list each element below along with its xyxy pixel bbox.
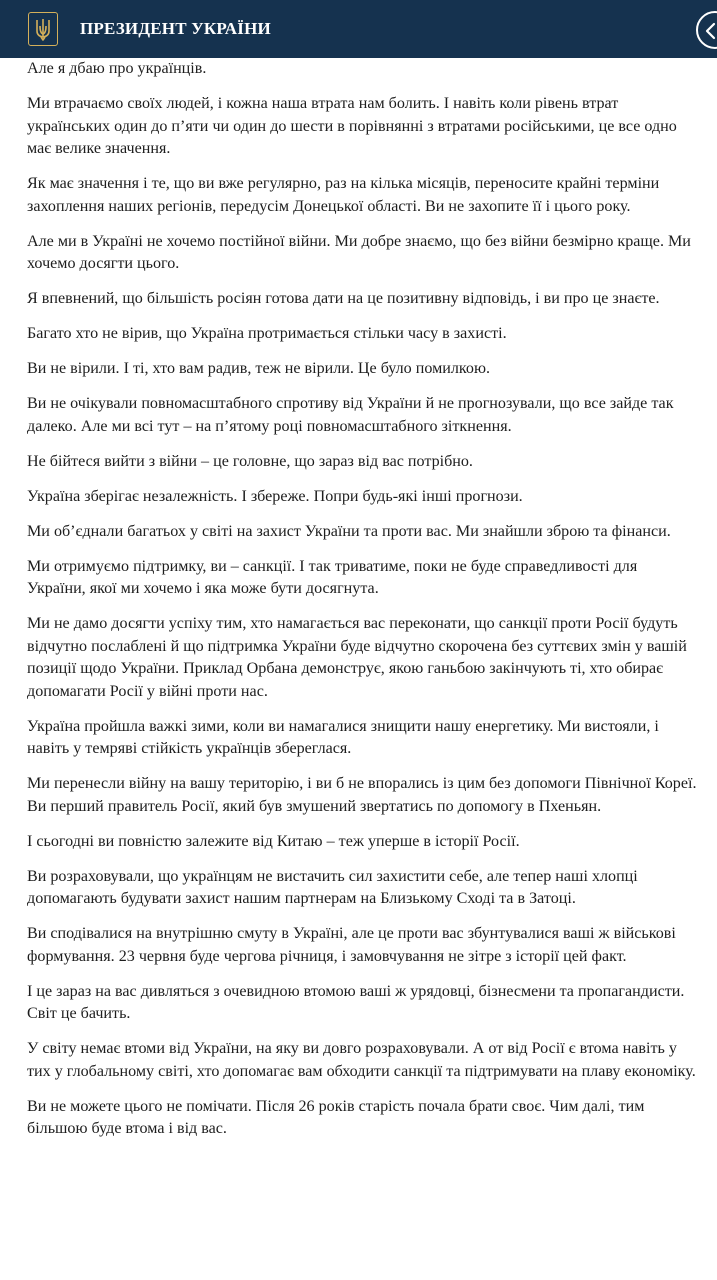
article-paragraph: Як має значення і те, що ви вже регулярно, раз на кілька місяців, переносите крайні терміни захоплення наших регіонів, передусім Донецької області. Ви не захопите її і цього року. — [27, 175, 660, 215]
site-header — [0, 0, 717, 58]
article-paragraph: Ви розраховували, що українцям не вистачить сил захистити себе, але тепер наші хлопці допомагають будувати захист нашим партнерам на Близькому Сході та в Затоці. — [27, 867, 638, 907]
article-paragraph: Україна зберігає незалежність. І збереже. Попри будь-які інші прогнози. — [27, 487, 523, 505]
article-paragraph: Я впевнений, що більшість росіян готова дати на це позитивну відповідь, і ви про це знаєте. — [27, 290, 660, 307]
article-body — [27, 58, 697, 1153]
article-paragraph: Ми перенесли війну на вашу територію, і ви б не впорались із цим без допомоги Північної Кореї. Ви перший правитель Росії, який був змушений звертатись по допомогу в Пхеньян. — [27, 775, 697, 815]
circle-chevron-icon[interactable] — [696, 11, 717, 49]
article-paragraph: Ви сподівалися на внутрішню смуту в Україні, але це проти вас збунтувалися ваші ж військові формування. 23 червня буде чергова річниця, і замовчування не зітре з історії цей факт. — [27, 925, 676, 965]
article-paragraph: Ви не вірили. І ті, хто вам радив, теж не вірили. Це було помилкою. — [27, 360, 491, 377]
article-paragraph: Україна пройшла важкі зими, коли ви намагалися знищити нашу енергетику. Ми вистояли, і навіть у темряві стійкість українців збереглася. — [27, 717, 659, 757]
article-paragraph: І це зараз на вас дивляться з очевидною втомою ваші ж урядовці, бізнесмени та пропагандисти. Світ це бачить. — [27, 982, 685, 1022]
article-paragraph: Ми об’єднали багатьох у світі на захист України та проти вас. Ми знайшли зброю та фінанси. — [27, 522, 671, 540]
article-paragraph: Ми отримуємо підтримку, ви – санкції. І так триватиме, поки не буде справедливості для України, якої ми хочемо і яка може бути досягнута. — [27, 557, 638, 597]
article-paragraph: У світу немає втоми від України, на яку ви довго розраховували. А от від Росії є втома навіть у тих у глобальному світі, хто допомагає вам обходити санкції та підтримувати на плаву економіку. — [27, 1040, 696, 1080]
article-paragraph: Багато хто не вірив, що Україна протримається стільки часу в захисті. — [27, 325, 507, 342]
article-paragraph: Але ми в Україні не хочемо постійної війни. Ми добре знаємо, що без війни безмірно краще. Ми хочемо досягти цього. — [27, 232, 691, 272]
article-paragraph: Але я дбаю про українців. — [27, 60, 207, 77]
trident-emblem-icon[interactable] — [28, 12, 58, 46]
article-paragraph: Ми втрачаємо своїх людей, і кожна наша втрата нам болить. І навіть коли рівень втрат українських один до п’яти чи один до шести в порівнянні з втратами російськими, це все одно має велике значення. — [27, 95, 677, 157]
article-paragraph: І сьогодні ви повністю залежите від Китаю – теж уперше в історії Росії. — [27, 832, 520, 850]
site-title[interactable]: ПРЕЗИДЕНТ УКРАЇНИ — [80, 19, 271, 38]
article-paragraph: Ви не можете цього не помічати. Після 26 років старість почала брати своє. Чим далі, тим більшою буде втома і від вас. — [27, 1097, 645, 1137]
article-paragraph: Ми не дамо досягти успіху тим, хто намагається вас переконати, що санкції проти Росії будуть відчутно послаблені й що підтримка України буде відчутно скорочена без суттєвих змін у вашій позиції щодо України. Приклад Орбана демонструє, якою ганьбою закінчують ті, хто обирає допомагати Росії у війні проти нас. — [27, 615, 687, 700]
article-paragraph: Ви не очікували повномасштабного спротиву від України й не прогнозували, що все зайде так далеко. Але ми всі тут – на п’ятому році повномасштабного зіткнення. — [27, 395, 674, 435]
article-paragraph: Не бійтеся вийти з війни – це головне, що зараз від вас потрібно. — [27, 452, 473, 470]
